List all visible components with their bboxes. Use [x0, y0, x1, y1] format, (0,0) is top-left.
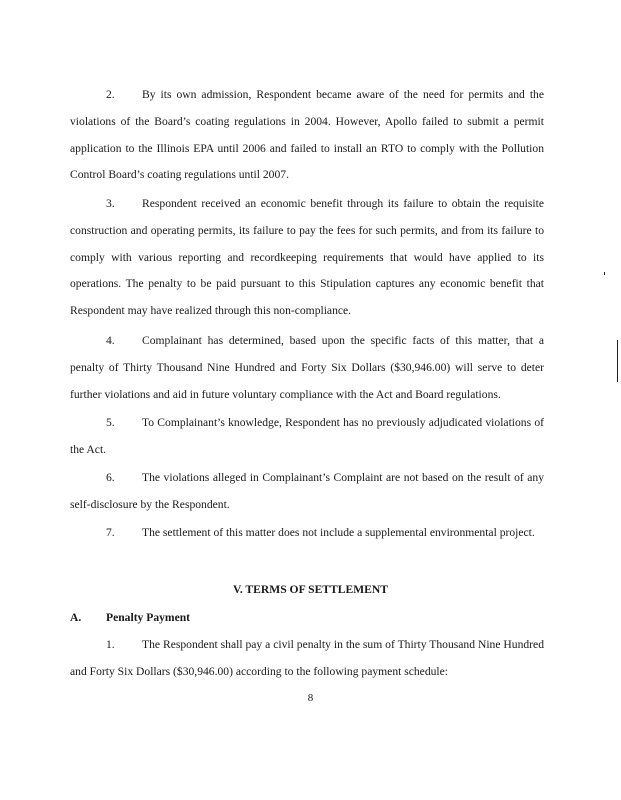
paragraph-number: 7. [106, 526, 115, 539]
paragraph-number: 5. [106, 416, 115, 429]
paragraph-5 [70, 410, 544, 464]
payment-paragraph [70, 632, 544, 686]
paragraph-4 [70, 328, 544, 408]
paragraph-text: The violations alleged in Complainant’s Complaint are not based on the result of any self-disclosure by the Respondent. [70, 471, 544, 511]
paragraph-6 [70, 465, 544, 519]
paragraph-text: To Complainant’s knowledge, Respondent has no previously adjudicated violations of the Act. [70, 416, 544, 456]
subsection-letter: A. [70, 611, 82, 624]
subsection-title: Penalty Payment [106, 611, 191, 624]
paragraph-text: The Respondent shall pay a civil penalty in the sum of Thirty Thousand Nine Hundred and Forty Six Dollars ($30,946.00) according to the following payment schedule: [70, 638, 544, 678]
paragraph-7 [70, 520, 544, 547]
paragraph-number: 6. [106, 471, 115, 484]
paragraph-number: 2. [106, 88, 115, 101]
paragraph-text: The settlement of this matter does not include a supplemental environmental project. [142, 526, 535, 539]
section-heading: V. TERMS OF SETTLEMENT [232, 583, 389, 596]
subsection-heading [70, 605, 190, 631]
paragraph-number: 3. [106, 197, 115, 210]
scan-mark [604, 272, 605, 275]
paragraph-text: By its own admission, Respondent became aware of the need for permits and the violations of the Board’s coating regulations in 2004. However, Apollo failed to submit a permit application to the Illinois EPA until 2006 and failed to install an RTO to comply with the Pollution Control Board’s coating regulations until 2007. [70, 88, 544, 182]
page-number: 8 [307, 692, 314, 704]
paragraph-text: Complainant has determined, based upon the specific facts of this matter, that a penalty of Thirty Thousand Nine Hundred and Forty Six Dollars ($30,946.00) will serve to deter further violations and aid in future voluntary compliance with the Act and Board regulations. [70, 334, 544, 401]
paragraph-text: Respondent received an economic benefit through its failure to obtain the requisite construction and operating permits, its failure to pay the fees for such permits, and from its failure to comply with various reporting and recordkeeping requirements that would have applied to its operations. The penalty to be paid pursuant to this Stipulation captures any economic benefit that Respondent may have realized through this non-compliance. [70, 197, 544, 318]
scan-mark [617, 340, 618, 382]
paragraph-number: 4. [106, 334, 115, 347]
paragraph-3 [70, 191, 544, 325]
paragraph-number: 1. [106, 638, 115, 651]
paragraph-2 [70, 82, 544, 189]
